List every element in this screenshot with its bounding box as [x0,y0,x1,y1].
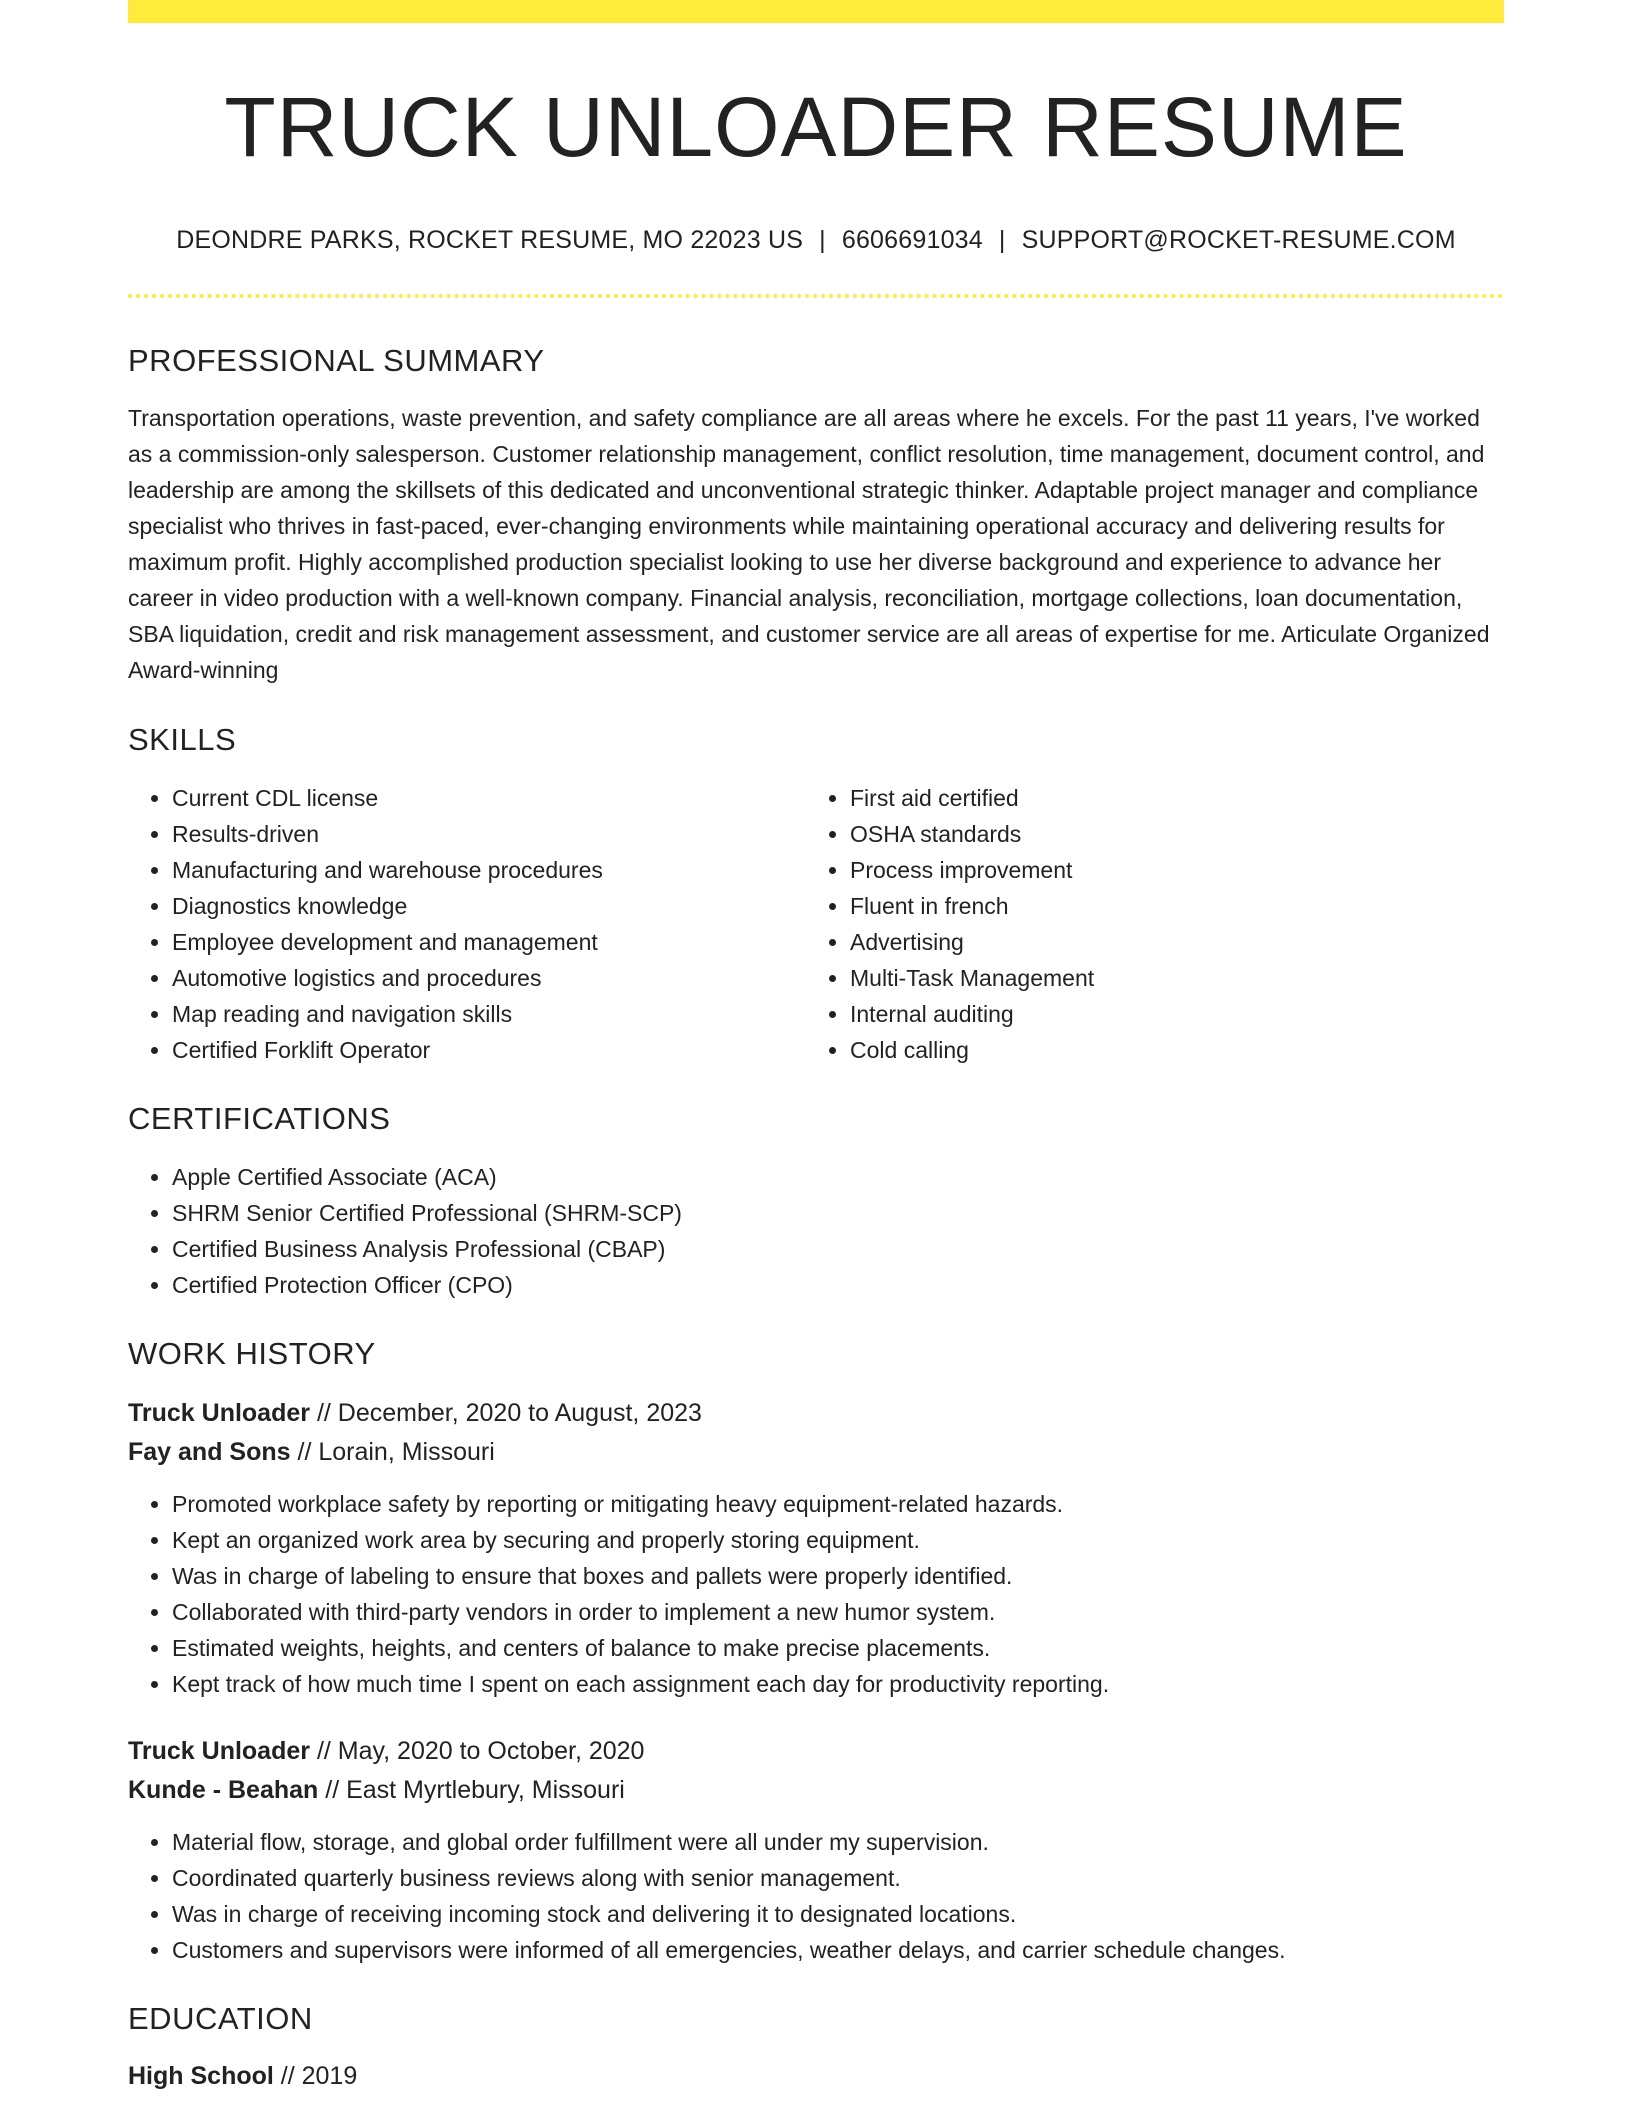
job-title: Truck Unloader [128,1737,310,1766]
section-heading-skills: SKILLS [128,721,237,757]
job-dates: // December, 2020 to August, 2023 [310,1399,702,1428]
job-bullet: • Was in charge of labeling to ensure that boxes and pallets were properly identified. [172,1558,1504,1594]
education-year: // 2019 [273,2062,358,2091]
skill-item: • OSHA standards [850,816,1484,852]
education-school: High School [128,2062,274,2091]
job-company-line [128,1771,1504,1810]
certification-item: • SHRM Senior Certified Professional (SHRM-SCP) [172,1195,1504,1231]
job-location: // Lorain, Missouri [290,1438,495,1467]
job-entry [128,1732,1504,1968]
skill-item: • Advertising [850,924,1484,960]
skill-item: • Fluent in french [850,888,1484,924]
skill-item: • Diagnostics knowledge [172,888,806,924]
job-bullet: • Was in charge of receiving incoming stock and delivering it to designated locations. [172,1896,1504,1932]
job-company: Fay and Sons [128,1438,291,1467]
contact-phone[interactable]: 6606691034 [841,225,983,254]
job-bullet: • Customers and supervisors were informed of all emergencies, weather delays, and carrier schedule changes. [172,1932,1504,1968]
skill-item: • Map reading and navigation skills [172,996,806,1032]
job-company-line [128,1433,1504,1472]
contact-separator: | [819,225,826,254]
skill-item: • Results-driven [172,816,806,852]
certification-item: • Apple Certified Associate (ACA) [172,1159,1504,1195]
contact-line [128,224,1504,257]
job-title-line [128,1732,1504,1771]
contact-separator: | [998,225,1006,254]
job-title: Truck Unloader [128,1399,310,1428]
certifications-list [128,1159,1504,1303]
skill-item: • First aid certified [850,780,1484,816]
summary-section [128,342,1504,688]
job-location: // East Myrtlebury, Missouri [318,1776,625,1805]
summary-text: Transportation operations, waste prevention, and safety compliance are all areas where he excels. For the past 11 years, I've worked as a commission-only salesperson. Customer relationship management, conflict resolution, time management, document control, and leadership are among the skillsets of this dedicated and unconventional strategic thinker. Adaptable project manager and compliance specialist who thrives in fast-paced, ever-changing environments while maintaining operational accuracy and delivering results for maximum profit. Highly accomplished production specialist looking to use her diverse background and experience to advance her career in video production with a well-known company. Financial analysis, reconciliation, mortgage collections, loan documentation, SBA liquidation, credit and risk management assessment, and customer service are all areas of expertise for me. Articulate Organized Award-winning [128,405,1490,683]
dotted-divider [128,294,1504,298]
skill-item: • Current CDL license [172,780,806,816]
job-bullets [128,1824,1504,1968]
skill-item: • Employee development and management [172,924,806,960]
skill-item: • Process improvement [850,852,1484,888]
skills-left-list [128,780,806,1068]
job-dates: // May, 2020 to October, 2020 [310,1737,645,1766]
skill-item: • Multi-Task Management [850,960,1484,996]
resume-page [128,0,1504,2096]
job-bullet: • Coordinated quarterly business reviews along with senior management. [172,1860,1504,1896]
job-entry [128,1394,1504,1702]
resume-title: TRUCK UNLOADER RESUME [224,80,1408,174]
section-heading-work-history: WORK HISTORY [128,1335,376,1371]
certification-item: • Certified Business Analysis Professional (CBAP) [172,1231,1504,1267]
section-heading-summary: PROFESSIONAL SUMMARY [128,343,545,379]
skill-item: • Automotive logistics and procedures [172,960,806,996]
contact-address: DEONDRE PARKS, ROCKET RESUME, MO 22023 US [176,225,804,254]
job-bullet: • Promoted workplace safety by reporting or mitigating heavy equipment-related hazards. [172,1486,1504,1522]
job-bullet: • Material flow, storage, and global order fulfillment were all under my supervision. [172,1824,1504,1860]
skill-item: • Manufacturing and warehouse procedures [172,852,806,888]
job-bullet: • Kept track of how much time I spent on each assignment each day for productivity reporting. [172,1666,1504,1702]
contact-email[interactable]: SUPPORT@ROCKET-RESUME.COM [1021,225,1456,254]
top-accent-bar [128,0,1504,23]
education-entry [128,2057,1504,2096]
job-bullet: • Kept an organized work area by securing and properly storing equipment. [172,1522,1504,1558]
skills-grid [128,780,1504,1068]
job-bullet: • Estimated weights, heights, and centers of balance to make precise placements. [172,1630,1504,1666]
skill-item: • Certified Forklift Operator [172,1032,806,1068]
job-bullets [128,1486,1504,1702]
job-company: Kunde - Beahan [128,1776,319,1805]
job-bullet: • Collaborated with third-party vendors in order to implement a new humor system. [172,1594,1504,1630]
work-history-section [128,1335,1504,1968]
skills-section [128,721,1504,1068]
skills-right-list [806,780,1484,1068]
section-heading-certifications: CERTIFICATIONS [128,1100,391,1136]
section-heading-education: EDUCATION [128,2001,313,2037]
job-title-line [128,1394,1504,1433]
certifications-section [128,1100,1504,1303]
skill-item: • Cold calling [850,1032,1484,1068]
certification-item: • Certified Protection Officer (CPO) [172,1267,1504,1303]
skill-item: • Internal auditing [850,996,1484,1032]
education-section [128,2000,1504,2096]
